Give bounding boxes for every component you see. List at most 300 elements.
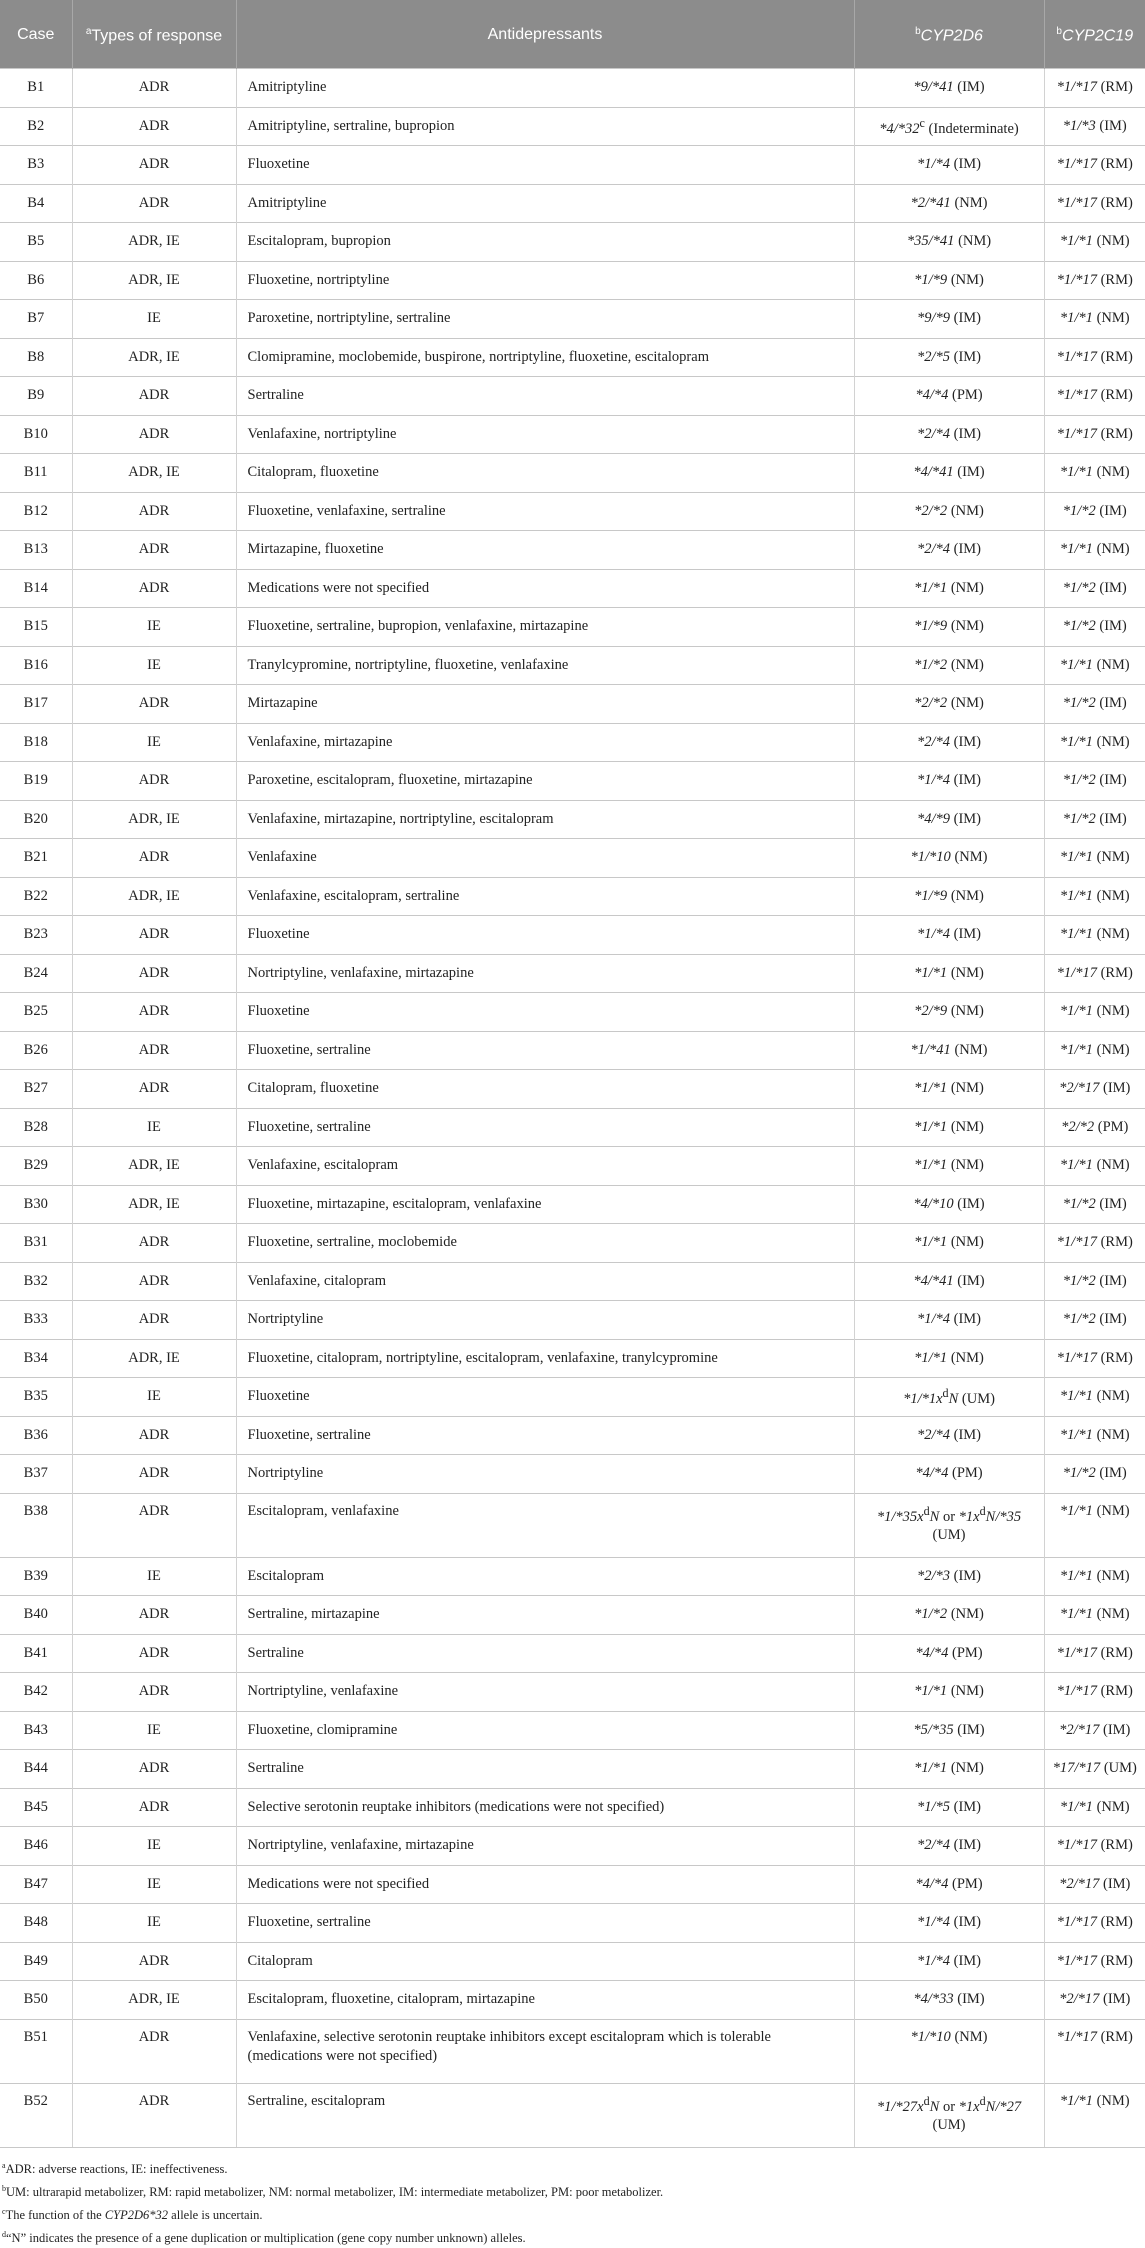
genotype-fragment: *4/*41: [913, 464, 953, 480]
genotype-fragment: (NM): [947, 580, 984, 596]
response-type-cell: ADR, IE: [72, 1981, 236, 2020]
genotype-fragment: *1/*4: [917, 1953, 950, 1969]
antidepressants-cell: Venlafaxine, mirtazapine, nortriptyline, escitalopram: [236, 800, 854, 839]
genotype-fragment: (NM): [951, 849, 988, 865]
case-cell: B41: [0, 1634, 72, 1673]
cyp2c19-cell: [1044, 377, 1145, 416]
cyp2c19-cell: [1044, 1942, 1145, 1981]
cyp2c19-cell: [1044, 415, 1145, 454]
cyp2d6-cell: [854, 377, 1044, 416]
response-type-cell: ADR: [72, 1301, 236, 1340]
table-row: [0, 146, 1145, 185]
response-type-cell: ADR: [72, 954, 236, 993]
cyp2d6-cell: [854, 877, 1044, 916]
antidepressants-cell: Sertraline, escitalopram: [236, 2083, 854, 2147]
cyp2c19-cell: [1044, 1031, 1145, 1070]
case-cell: B46: [0, 1827, 72, 1866]
genotype-fragment: (PM): [948, 1876, 982, 1892]
genotype-fragment: *2/*17: [1059, 1991, 1099, 2007]
antidepressants-cell: Paroxetine, escitalopram, fluoxetine, mirtazapine: [236, 762, 854, 801]
genotype-fragment: *35: [999, 1508, 1021, 1524]
case-cell: B8: [0, 338, 72, 377]
case-cell: B50: [0, 1981, 72, 2020]
genotype-fragment: (NM): [947, 503, 984, 519]
genotype-fragment: (UM): [958, 1391, 995, 1407]
genotype-fragment: *2/*3: [917, 1568, 950, 1584]
genotype-fragment: (NM): [1093, 1568, 1130, 1584]
genotype-fragment: *1/*4: [917, 1914, 950, 1930]
cyp2d6-cell: [854, 1185, 1044, 1224]
table-row: [0, 1262, 1145, 1301]
genotype-fragment: *4/*4: [915, 1465, 948, 1481]
genotype-fragment: *2/*4: [917, 1427, 950, 1443]
cyp2d6-cell: [854, 492, 1044, 531]
cyp2c19-cell: [1044, 300, 1145, 339]
genotype-fragment: *1/*1: [1060, 541, 1093, 557]
antidepressants-cell: Fluoxetine, mirtazapine, escitalopram, venlafaxine: [236, 1185, 854, 1224]
cyp2c19-cell: [1044, 1108, 1145, 1147]
response-type-cell: ADR: [72, 1596, 236, 1635]
antidepressants-cell: Nortriptyline: [236, 1455, 854, 1494]
case-cell: B7: [0, 300, 72, 339]
genotype-fragment: (IM): [950, 1837, 981, 1853]
cyp2c19-cell: [1044, 1981, 1145, 2020]
genotype-fragment: (NM): [1093, 1799, 1130, 1815]
response-type-cell: ADR: [72, 146, 236, 185]
genotype-fragment: (IM): [950, 310, 981, 326]
cyp2c19-cell: [1044, 1634, 1145, 1673]
genotype-fragment: (NM): [1093, 464, 1130, 480]
genotype-fragment: (IM): [1099, 1991, 1130, 2007]
footnote-text: CYP2D6*32: [105, 2208, 168, 2222]
genotype-fragment: (IM): [950, 1427, 981, 1443]
antidepressants-cell: Venlafaxine, escitalopram: [236, 1147, 854, 1186]
case-cell: B11: [0, 454, 72, 493]
genotype-fragment: (RM): [1097, 1914, 1133, 1930]
genotype-fragment: (IM): [950, 1568, 981, 1584]
genotype-fragment: *1/*1: [914, 1234, 947, 1250]
table-row: [0, 338, 1145, 377]
genotype-fragment: (NM): [947, 1683, 984, 1699]
header-cyp2c19: $^b$CYP2C19: [1044, 0, 1145, 69]
genotype-fragment: *1/*2: [1063, 1196, 1096, 1212]
genotype-fragment: *1/*1: [1060, 1042, 1093, 1058]
genotype-fragment: (IM): [1099, 1722, 1130, 1738]
cyp2d6-cell: [854, 762, 1044, 801]
response-type-cell: IE: [72, 723, 236, 762]
genotype-fragment: *1/*1: [914, 1683, 947, 1699]
case-cell: B5: [0, 223, 72, 262]
genotype-fragment: *1/*1: [1060, 1157, 1093, 1173]
antidepressants-cell: Fluoxetine, sertraline: [236, 1416, 854, 1455]
table-row: [0, 261, 1145, 300]
genotype-fragment: *1/*17: [1057, 156, 1097, 172]
case-cell: B33: [0, 1301, 72, 1340]
table-row: [0, 1596, 1145, 1635]
genotype-fragment: *5/*35: [913, 1722, 953, 1738]
genotype-fragment: *1/*1: [914, 1080, 947, 1096]
antidepressants-cell: Fluoxetine, nortriptyline: [236, 261, 854, 300]
table-row: [0, 608, 1145, 647]
antidepressants-cell: Fluoxetine, sertraline, bupropion, venlafaxine, mirtazapine: [236, 608, 854, 647]
genotype-fragment: (IM): [1096, 772, 1127, 788]
antidepressants-cell: Sertraline: [236, 377, 854, 416]
genotype-fragment: (NM): [1093, 888, 1130, 904]
genotype-fragment: (RM): [1097, 195, 1133, 211]
cyp2c19-cell: [1044, 569, 1145, 608]
genotype-fragment: (NM): [947, 1119, 984, 1135]
genotype-fragment: *4/*41: [913, 1273, 953, 1289]
case-cell: B35: [0, 1378, 72, 1417]
cyp2d6-cell: [854, 800, 1044, 839]
response-type-cell: ADR, IE: [72, 223, 236, 262]
case-cell: B10: [0, 415, 72, 454]
genotype-fragment: (RM): [1097, 272, 1133, 288]
response-type-cell: IE: [72, 608, 236, 647]
genotype-fragment: (IM): [1096, 1273, 1127, 1289]
response-type-cell: ADR: [72, 1942, 236, 1981]
antidepressants-cell: Fluoxetine: [236, 1378, 854, 1417]
genotype-fragment: (IM): [1096, 618, 1127, 634]
case-cell: B12: [0, 492, 72, 531]
cyp2d6-cell: [854, 1634, 1044, 1673]
genotype-fragment: *1/*9: [914, 888, 947, 904]
case-cell: B24: [0, 954, 72, 993]
genotype-fragment: *1/*17: [1057, 426, 1097, 442]
genotype-fragment: (RM): [1097, 1645, 1133, 1661]
case-cell: B25: [0, 993, 72, 1032]
cyp2c19-cell: [1044, 1557, 1145, 1596]
genotype-fragment: *1/*17: [1057, 1683, 1097, 1699]
response-type-cell: ADR, IE: [72, 1147, 236, 1186]
cyp2d6-cell: [854, 300, 1044, 339]
genotype-fragment: (RM): [1097, 1837, 1133, 1853]
response-type-cell: ADR, IE: [72, 1339, 236, 1378]
genotype-fragment: (IM): [950, 811, 981, 827]
cyp2d6-cell: [854, 954, 1044, 993]
table-row: [0, 2083, 1145, 2147]
response-type-cell: IE: [72, 646, 236, 685]
genotype-fragment: *1/*2: [1063, 618, 1096, 634]
genotype-fragment: or: [939, 2098, 958, 2114]
genotype-fragment: *1/*1: [1060, 233, 1093, 249]
genotype-fragment: *1/*1: [1060, 310, 1093, 326]
genotype-fragment: *2/*9: [914, 1003, 947, 1019]
case-cell: B3: [0, 146, 72, 185]
antidepressants-cell: Venlafaxine, citalopram: [236, 1262, 854, 1301]
cyp2d6-cell: [854, 2019, 1044, 2083]
genotype-fragment: (NM): [1093, 1042, 1130, 1058]
genotype-fragment: d: [943, 1386, 949, 1400]
cyp2c19-cell: [1044, 1673, 1145, 1712]
antidepressants-cell: Fluoxetine: [236, 916, 854, 955]
genotype-fragment: *2/*2: [914, 695, 947, 711]
antidepressants-cell: Nortriptyline: [236, 1301, 854, 1340]
genotype-fragment: *1/*9: [914, 618, 947, 634]
table-row: [0, 1147, 1145, 1186]
genotype-fragment: *2/*17: [1059, 1876, 1099, 1892]
table-row: [0, 1301, 1145, 1340]
cyp2c19-cell: [1044, 839, 1145, 878]
genotype-fragment: *4/*4: [915, 1645, 948, 1661]
genotype-fragment: (IM): [954, 1273, 985, 1289]
genotype-fragment: *2/*4: [917, 1837, 950, 1853]
response-type-cell: ADR: [72, 1455, 236, 1494]
genotype-fragment: *1/*1: [914, 1760, 947, 1776]
header-antidepressants: Antidepressants: [236, 0, 854, 69]
case-cell: B36: [0, 1416, 72, 1455]
genotype-fragment: (IM): [1099, 1876, 1130, 1892]
cyp2c19-cell: [1044, 1455, 1145, 1494]
cyp2c19-cell: [1044, 685, 1145, 724]
genotype-fragment: (IM): [954, 464, 985, 480]
cyp2c19-cell: [1044, 1185, 1145, 1224]
genotype-fragment: *1/*2: [1063, 503, 1096, 519]
genotype-fragment: (RM): [1097, 1953, 1133, 1969]
table-row: [0, 1493, 1145, 1557]
response-type-cell: ADR: [72, 762, 236, 801]
genotype-fragment: *1/*17: [1057, 965, 1097, 981]
genotype-fragment: *1/*2: [1063, 1465, 1096, 1481]
cyp2d6-cell: [854, 1673, 1044, 1712]
genotype-fragment: *1/*1: [914, 1157, 947, 1173]
table-row: [0, 1673, 1145, 1712]
cyp2d6-cell: [854, 415, 1044, 454]
genotype-fragment: *27: [999, 2098, 1021, 2114]
response-type-cell: IE: [72, 1108, 236, 1147]
genotype-fragment: *1/*17: [1057, 1953, 1097, 1969]
genotype-fragment: (IM): [1096, 695, 1127, 711]
cyp2d6-cell: [854, 723, 1044, 762]
genotype-fragment: (NM): [1093, 1388, 1130, 1404]
case-cell: B49: [0, 1942, 72, 1981]
table-row: [0, 1788, 1145, 1827]
response-type-cell: ADR, IE: [72, 1185, 236, 1224]
table-body: [0, 69, 1145, 2148]
genotype-fragment: (UM): [932, 2117, 965, 2133]
table-row: [0, 531, 1145, 570]
case-cell: B16: [0, 646, 72, 685]
table-row: [0, 1378, 1145, 1417]
genotype-fragment: (NM): [947, 657, 984, 673]
genotype-fragment: *2/*2: [1061, 1119, 1094, 1135]
table-row: [0, 2019, 1145, 2083]
header-cyp2d6: $^b$CYP2D6: [854, 0, 1044, 69]
genotype-fragment: *1/*1: [1060, 926, 1093, 942]
genotype-fragment: (IM): [954, 79, 985, 95]
genotype-fragment: *1/*1: [1060, 888, 1093, 904]
genotype-fragment: *1/*17: [1057, 387, 1097, 403]
cyp2c19-cell: [1044, 1224, 1145, 1263]
genotype-fragment: (IM): [950, 1914, 981, 1930]
footnote-text: ADR: adverse reactions, IE: ineffectiveness.: [6, 2162, 228, 2176]
antidepressants-cell: Venlafaxine, nortriptyline: [236, 415, 854, 454]
genotype-fragment: (NM): [947, 272, 984, 288]
genotype-fragment: *2/*17: [1059, 1722, 1099, 1738]
table-row: [0, 723, 1145, 762]
case-cell: B45: [0, 1788, 72, 1827]
genotype-fragment: N: [930, 1508, 940, 1524]
genotype-fragment: (NM): [947, 1760, 984, 1776]
response-type-cell: ADR: [72, 1493, 236, 1557]
genotype-fragment: *4/*9: [917, 811, 950, 827]
genotype-fragment: (RM): [1097, 156, 1133, 172]
cyp2d6-cell: [854, 839, 1044, 878]
genotype-fragment: (NM): [1093, 1003, 1130, 1019]
genotype-fragment: (IM): [950, 1799, 981, 1815]
antidepressants-cell: Medications were not specified: [236, 569, 854, 608]
genotype-fragment: (NM): [947, 695, 984, 711]
cyp2c19-cell: [1044, 646, 1145, 685]
genotype-fragment: *1/*9: [914, 272, 947, 288]
genotype-fragment: *1/*1: [1060, 734, 1093, 750]
cyp2d6-cell: [854, 1339, 1044, 1378]
genotype-fragment: *1/*17: [1057, 1645, 1097, 1661]
antidepressants-cell: Sertraline, mirtazapine: [236, 1596, 854, 1635]
antidepressants-cell: Venlafaxine, selective serotonin reuptake inhibitors except escitalopram which is tolerable (medications were not specified): [236, 2019, 854, 2083]
genotype-fragment: (NM): [947, 1003, 984, 1019]
genotype-fragment: (IM): [950, 1311, 981, 1327]
table-row: [0, 1711, 1145, 1750]
genotype-fragment: *1/*1: [914, 965, 947, 981]
antidepressants-cell: Fluoxetine, citalopram, nortriptyline, escitalopram, venlafaxine, tranylcypromine: [236, 1339, 854, 1378]
genotype-fragment: *4/*4: [915, 1876, 948, 1892]
genotype-fragment: (NM): [947, 965, 984, 981]
genotype-fragment: N/: [986, 2098, 1000, 2114]
case-cell: B20: [0, 800, 72, 839]
genotype-fragment: *1/*1: [1060, 1503, 1093, 1519]
antidepressants-cell: Fluoxetine, sertraline, moclobemide: [236, 1224, 854, 1263]
genotype-fragment: (PM): [1094, 1119, 1128, 1135]
genotype-fragment: *2/*5: [917, 349, 950, 365]
footnote: [2, 2225, 1145, 2248]
cyp2d6-cell: [854, 1750, 1044, 1789]
cyp2d6-cell: [854, 1070, 1044, 1109]
cyp2c19-cell: [1044, 2083, 1145, 2147]
response-type-cell: IE: [72, 1865, 236, 1904]
response-type-cell: ADR: [72, 1750, 236, 1789]
table-row: [0, 1224, 1145, 1263]
genotype-fragment: (IM): [1096, 1465, 1127, 1481]
footnote-marker: c: [2, 2207, 6, 2216]
genotype-fragment: (RM): [1097, 1234, 1133, 1250]
genotype-fragment: or: [939, 1508, 958, 1524]
antidepressants-cell: Paroxetine, nortriptyline, sertraline: [236, 300, 854, 339]
genotype-fragment: *1/*2: [914, 657, 947, 673]
cyp2c19-cell: [1044, 1147, 1145, 1186]
case-cell: B29: [0, 1147, 72, 1186]
table-row: [0, 1827, 1145, 1866]
case-cell: B31: [0, 1224, 72, 1263]
genotype-fragment: (NM): [1093, 734, 1130, 750]
antidepressants-cell: Fluoxetine, venlafaxine, sertraline: [236, 492, 854, 531]
response-type-cell: IE: [72, 1904, 236, 1943]
table-row: [0, 1108, 1145, 1147]
cyp2c19-cell: [1044, 1262, 1145, 1301]
response-type-cell: ADR: [72, 685, 236, 724]
genotype-fragment: (NM): [947, 1157, 984, 1173]
case-cell: B15: [0, 608, 72, 647]
case-cell: B37: [0, 1455, 72, 1494]
case-cell: B44: [0, 1750, 72, 1789]
case-cell: B9: [0, 377, 72, 416]
table-row: [0, 377, 1145, 416]
case-cell: B6: [0, 261, 72, 300]
genotype-fragment: (IM): [954, 1722, 985, 1738]
antidepressants-cell: Citalopram, fluoxetine: [236, 454, 854, 493]
genotype-fragment: (IM): [954, 1196, 985, 1212]
genotype-fragment: *4/*32: [879, 121, 919, 137]
genotype-fragment: (NM): [951, 2029, 988, 2045]
cyp2c19-cell: [1044, 69, 1145, 108]
cyp2c19-cell: [1044, 1750, 1145, 1789]
genotype-fragment: (RM): [1097, 387, 1133, 403]
case-cell: B27: [0, 1070, 72, 1109]
genotype-fragment: (NM): [1093, 2093, 1130, 2109]
cyp2c19-cell: [1044, 1865, 1145, 1904]
cyp2d6-cell: [854, 1596, 1044, 1635]
footnote-text: The function of the: [6, 2208, 105, 2222]
genotype-fragment: *1/*41: [911, 1042, 951, 1058]
genotype-fragment: (NM): [947, 1350, 984, 1366]
case-cell: B14: [0, 569, 72, 608]
genotype-fragment: *1/*1: [1060, 1427, 1093, 1443]
response-type-cell: ADR: [72, 2019, 236, 2083]
table-row: [0, 1416, 1145, 1455]
cyp2c19-cell: [1044, 762, 1145, 801]
cyp2c19-cell: [1044, 723, 1145, 762]
genotype-fragment: *1/*10: [911, 2029, 951, 2045]
cyp2c19-cell: [1044, 1711, 1145, 1750]
genotype-fragment: *2/*4: [917, 734, 950, 750]
header-response-type: $^a$Types of response: [72, 0, 236, 69]
antidepressants-cell: Nortriptyline, venlafaxine, mirtazapine: [236, 1827, 854, 1866]
antidepressants-cell: Venlafaxine, mirtazapine: [236, 723, 854, 762]
genotype-fragment: N/: [986, 1508, 1000, 1524]
genotype-fragment: (PM): [948, 1645, 982, 1661]
cyp2d6-cell: [854, 1493, 1044, 1557]
response-type-cell: ADR: [72, 1224, 236, 1263]
antidepressants-cell: Amitriptyline, sertraline, bupropion: [236, 107, 854, 146]
genotype-fragment: (IM): [950, 426, 981, 442]
genotype-fragment: *1/*17: [1057, 79, 1097, 95]
genotype-fragment: N: [949, 1391, 959, 1407]
genotype-fragment: (NM): [1093, 1503, 1130, 1519]
genotype-fragment: (IM): [950, 1953, 981, 1969]
genotype-fragment: *1/*1: [914, 580, 947, 596]
response-type-cell: ADR: [72, 1788, 236, 1827]
case-cell: B23: [0, 916, 72, 955]
case-cell: B51: [0, 2019, 72, 2083]
response-type-cell: IE: [72, 1557, 236, 1596]
response-type-cell: ADR: [72, 1416, 236, 1455]
response-type-cell: IE: [72, 1711, 236, 1750]
response-type-cell: ADR: [72, 993, 236, 1032]
table-row: [0, 954, 1145, 993]
antidepressants-cell: Selective serotonin reuptake inhibitors (medications were not specified): [236, 1788, 854, 1827]
genotype-fragment: *1x: [959, 1508, 980, 1524]
genotype-fragment: (RM): [1097, 426, 1133, 442]
case-cell: B13: [0, 531, 72, 570]
genotype-fragment: *2/*17: [1059, 1080, 1099, 1096]
cyp2d6-cell: [854, 646, 1044, 685]
cyp2d6-cell: [854, 569, 1044, 608]
case-cell: B28: [0, 1108, 72, 1147]
genotype-fragment: *1/*27x: [877, 2098, 924, 2114]
genotype-fragment: (RM): [1097, 1350, 1133, 1366]
response-type-cell: IE: [72, 1378, 236, 1417]
cyp2d6-cell: [854, 1981, 1044, 2020]
